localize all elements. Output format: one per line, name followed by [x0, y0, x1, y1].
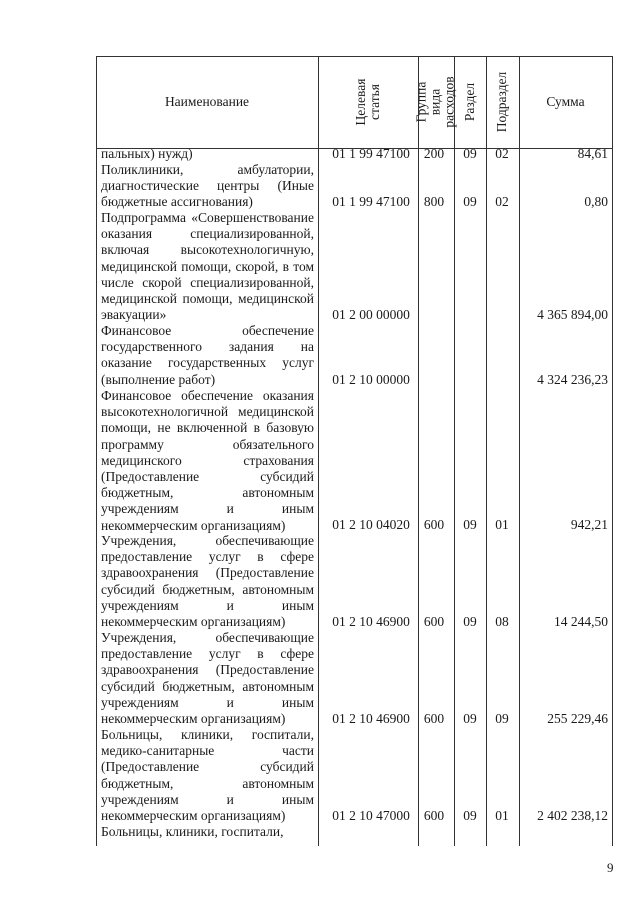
row-section: 09	[463, 614, 477, 629]
row-amount: 4 324 236,23	[537, 372, 608, 387]
row-amount: 14 244,50	[554, 614, 608, 629]
row-name: Подпрограмма «Совершенствование оказания специализированной, включая высокотехнологичную, медицинской помощи, скорой, в том числе скорой специализированной, медицинской помощи, медицинской эвакуации»	[101, 210, 314, 323]
header-subsection-text: Подраздел	[494, 71, 510, 133]
row-group: 600	[423, 711, 445, 726]
row-name: Больницы, клиники, госпитали,	[101, 824, 284, 839]
row-code: 01 1 99 47100	[332, 146, 410, 161]
column-divider	[519, 56, 520, 846]
header-expense-group	[414, 56, 458, 148]
row-amount: 255 229,46	[547, 711, 608, 726]
column-divider	[318, 56, 319, 846]
row-section: 09	[463, 146, 477, 161]
row-subsection: 08	[495, 614, 509, 629]
column-divider	[418, 56, 419, 846]
row-subsection: 01	[495, 517, 509, 532]
row-code: 01 2 10 04020	[332, 517, 410, 532]
row-amount: 4 365 894,00	[537, 307, 608, 322]
row-section: 09	[463, 194, 477, 209]
column-divider	[96, 56, 97, 846]
row-name: Финансовое обеспечение государственного задания на оказание государственных услуг (выполнение работ)	[101, 323, 314, 387]
row-code: 01 2 00 00000	[332, 307, 410, 322]
row-name: Финансовое обеспечение оказания высокотехнологичной медицинской помощи, не включенной в базовую программу обязательного медицинского страхования (Предоставление субсидий бюджетным, автономным учреждениям и иным некоммерческим организациям)	[101, 388, 314, 533]
header-target-article-text: Целевая статья	[353, 78, 382, 126]
budget-table	[96, 56, 613, 846]
row-name: Учреждения, обеспечивающие предоставление услуг в сфере здравоохранения (Предоставление субсидий бюджетным, автономным учреждениям и иным некоммерческим организациям)	[101, 630, 314, 727]
row-amount: 0,80	[584, 194, 608, 209]
row-code: 01 2 10 46900	[332, 614, 410, 629]
row-name: Поликлиники, амбулатории, диагностические центры (Иные бюджетные ассигнования)	[101, 162, 314, 210]
header-amount: Сумма	[546, 94, 585, 109]
row-subsection: 01	[495, 808, 509, 823]
row-name: пальных) нужд)	[101, 146, 193, 161]
header-section-text: Раздел	[462, 82, 477, 122]
row-subsection: 02	[495, 194, 509, 209]
row-code: 01 2 10 47000	[332, 808, 410, 823]
row-section: 09	[463, 711, 477, 726]
header-name: Наименование	[164, 94, 250, 109]
row-group: 200	[423, 146, 445, 161]
header-target-article	[318, 56, 418, 148]
row-group: 800	[423, 194, 445, 209]
row-amount: 942,21	[570, 517, 608, 532]
row-amount: 2 402 238,12	[537, 808, 608, 823]
column-divider	[612, 56, 613, 846]
row-section: 09	[463, 808, 477, 823]
page-number: 9	[607, 860, 614, 875]
header-subsection	[486, 56, 519, 148]
row-subsection: 09	[495, 711, 509, 726]
row-group: 600	[423, 808, 445, 823]
row-name: Учреждения, обеспечивающие предоставление услуг в сфере здравоохранения (Предоставление субсидий бюджетным, автономным учреждениям и иным некоммерческим организациям)	[101, 533, 314, 630]
row-code: 01 2 10 00000	[332, 372, 410, 387]
row-section: 09	[463, 517, 477, 532]
row-name: Больницы, клиники, госпитали, медико-санитарные части (Предоставление субсидий бюджетным, автономным учреждениям и иным некоммерческим организациям)	[101, 727, 314, 824]
column-divider	[454, 56, 455, 846]
row-amount: 84,61	[577, 146, 608, 161]
header-expense-group-text: Группа вида расходов	[414, 76, 458, 128]
row-group: 600	[423, 517, 445, 532]
row-code: 01 2 10 46900	[332, 711, 410, 726]
column-divider	[486, 56, 487, 846]
row-subsection: 02	[495, 146, 509, 161]
row-code: 01 1 99 47100	[332, 194, 410, 209]
row-group: 600	[423, 614, 445, 629]
header-section	[454, 56, 486, 148]
